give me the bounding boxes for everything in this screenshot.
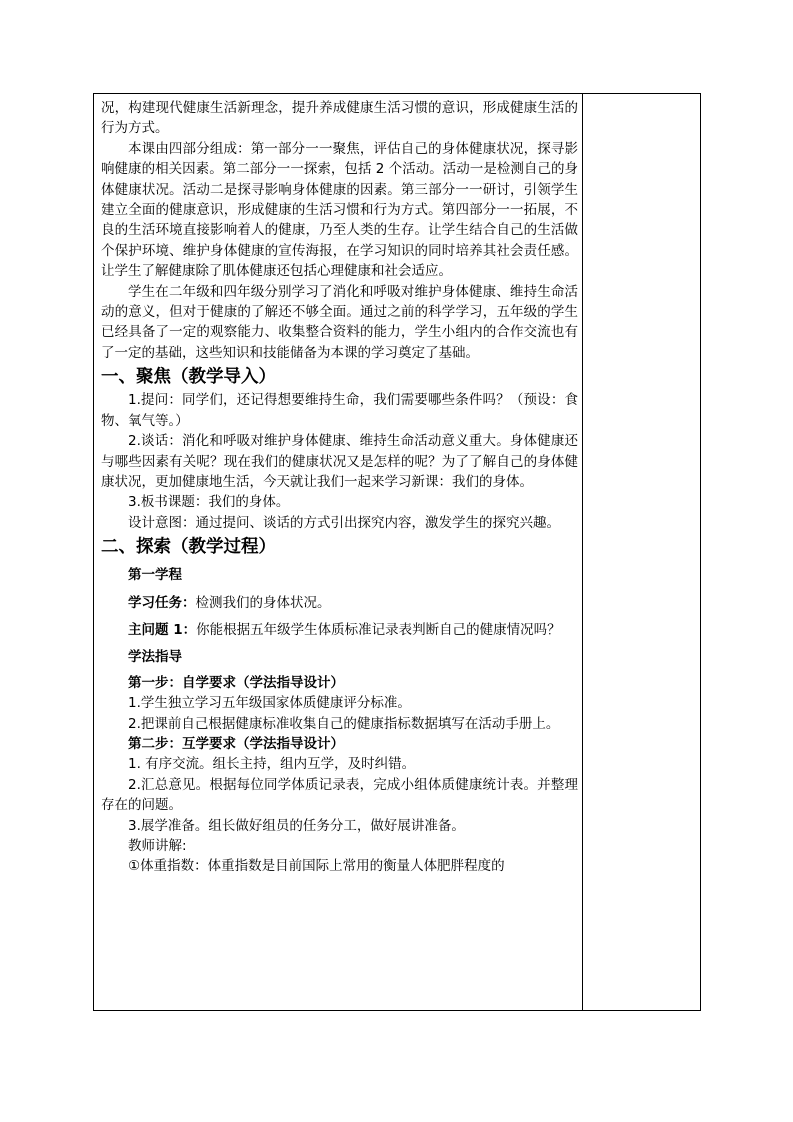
question-label: 主问题 1： — [128, 621, 197, 638]
paragraph-step-one-b: 2.把课前自己根据健康标准收集自己的健康指标数据填写在活动手册上。 — [128, 715, 560, 732]
paragraph-design-intent: 设计意图：通过提问、谈话的方式引出探究内容，激发学生的探究兴趣。 — [128, 514, 560, 531]
paragraph-step-two-b: 2.汇总意见。根据每位同学体质记录表，完成小组体质健康统计表。并整理存在的问题。 — [101, 776, 578, 814]
task-label: 学习任务： — [128, 594, 196, 611]
paragraph-intro: 况，构建现代健康生活新理念，提升养成健康生活习惯的意识，形成健康生活的行为方式。 — [101, 100, 578, 137]
paragraph-step-one-a: 1.学生独立学习五年级国家体质健康评分标准。 — [128, 695, 411, 712]
paragraph-task — [101, 593, 578, 613]
notes-cell — [583, 94, 700, 1010]
content-cell — [94, 94, 583, 1010]
subheading-step-two: 第二步：互学要求（学法指导设计） — [128, 735, 344, 752]
subheading-method: 学法指导 — [128, 649, 182, 666]
paragraph-step-two-a: 1. 有序交流。组长主持，组内互学，及时纠错。 — [128, 756, 416, 773]
paragraph-students: 学生在二年级和四年级分别学习了消化和呼吸对维护身体健康、维持生命活动的意义，但对于健康的了解还不够全面。通过之前的科学学习，五年级的学生已经具备了一定的观察能力、收集整合资料的能力，学生小组内的合作交流也有了一定的基础，这些知识和技能储备为本课的学习奠定了基础。 — [101, 283, 578, 361]
lesson-table — [93, 93, 701, 1011]
paragraph-step-two-c: 3.展学准备。组长做好组员的任务分工，做好展讲准备。 — [128, 817, 465, 834]
paragraph-structure: 本课由四部分组成：第一部分一一聚焦，评估自己的身体健康状况，探寻影响健康的相关因素。第二部分一一探索，包括 2 个活动。活动一是检测自己的身体健康状况。活动二是探寻影响身体健康的因素。第三部分一一研讨，引领学生建立全面的健康意识，形成健康的生活习惯和行为方式。第四部分一一拓展，不良的生活环境直接影响着人的健康，乃至人类的生存。让学生结合自己的生活做个保护环境、维护身体健康的宣传海报，在学习知识的同时培养其社会责任感。让学生了解健康除了肌体健康还包括心理健康和社会适应。 — [101, 140, 578, 280]
subheading-step-one: 第一步：自学要求（学法指导设计） — [128, 674, 344, 691]
paragraph-bmi: ①体重指数：体重指数是目前国际上常用的衡量人体肥胖程度的 — [128, 858, 505, 875]
heading-explore: 二、探索（教学过程） — [101, 537, 276, 558]
subheading-stage-one: 第一学程 — [128, 567, 182, 584]
paragraph-main-question — [101, 620, 578, 640]
paragraph-title: 3.板书课题：我们的身体。 — [128, 494, 290, 511]
paragraph-teacher: 教师讲解: — [128, 838, 187, 854]
question-text: 你能根据五年级学生体质标准记录表判断自己的健康情况吗？ — [196, 621, 561, 638]
paragraph-question: 1.提问：同学们，还记得想要维持生命，我们需要哪些条件吗？（预设：食物、氧气等。） — [101, 392, 578, 429]
paragraph-talk: 2.谈话：消化和呼吸对维护身体健康、维持生命活动意义重大。身体健康还与哪些因素有关呢？现在我们的健康状况又是怎样的呢？为了了解自己的身体健康状况，更加健康地生活，今天就让我们一起来学习新课：我们的身体。 — [101, 433, 578, 490]
task-text: 检测我们的身体状况。 — [195, 594, 331, 611]
heading-focus: 一、聚焦（教学导入） — [101, 367, 276, 388]
